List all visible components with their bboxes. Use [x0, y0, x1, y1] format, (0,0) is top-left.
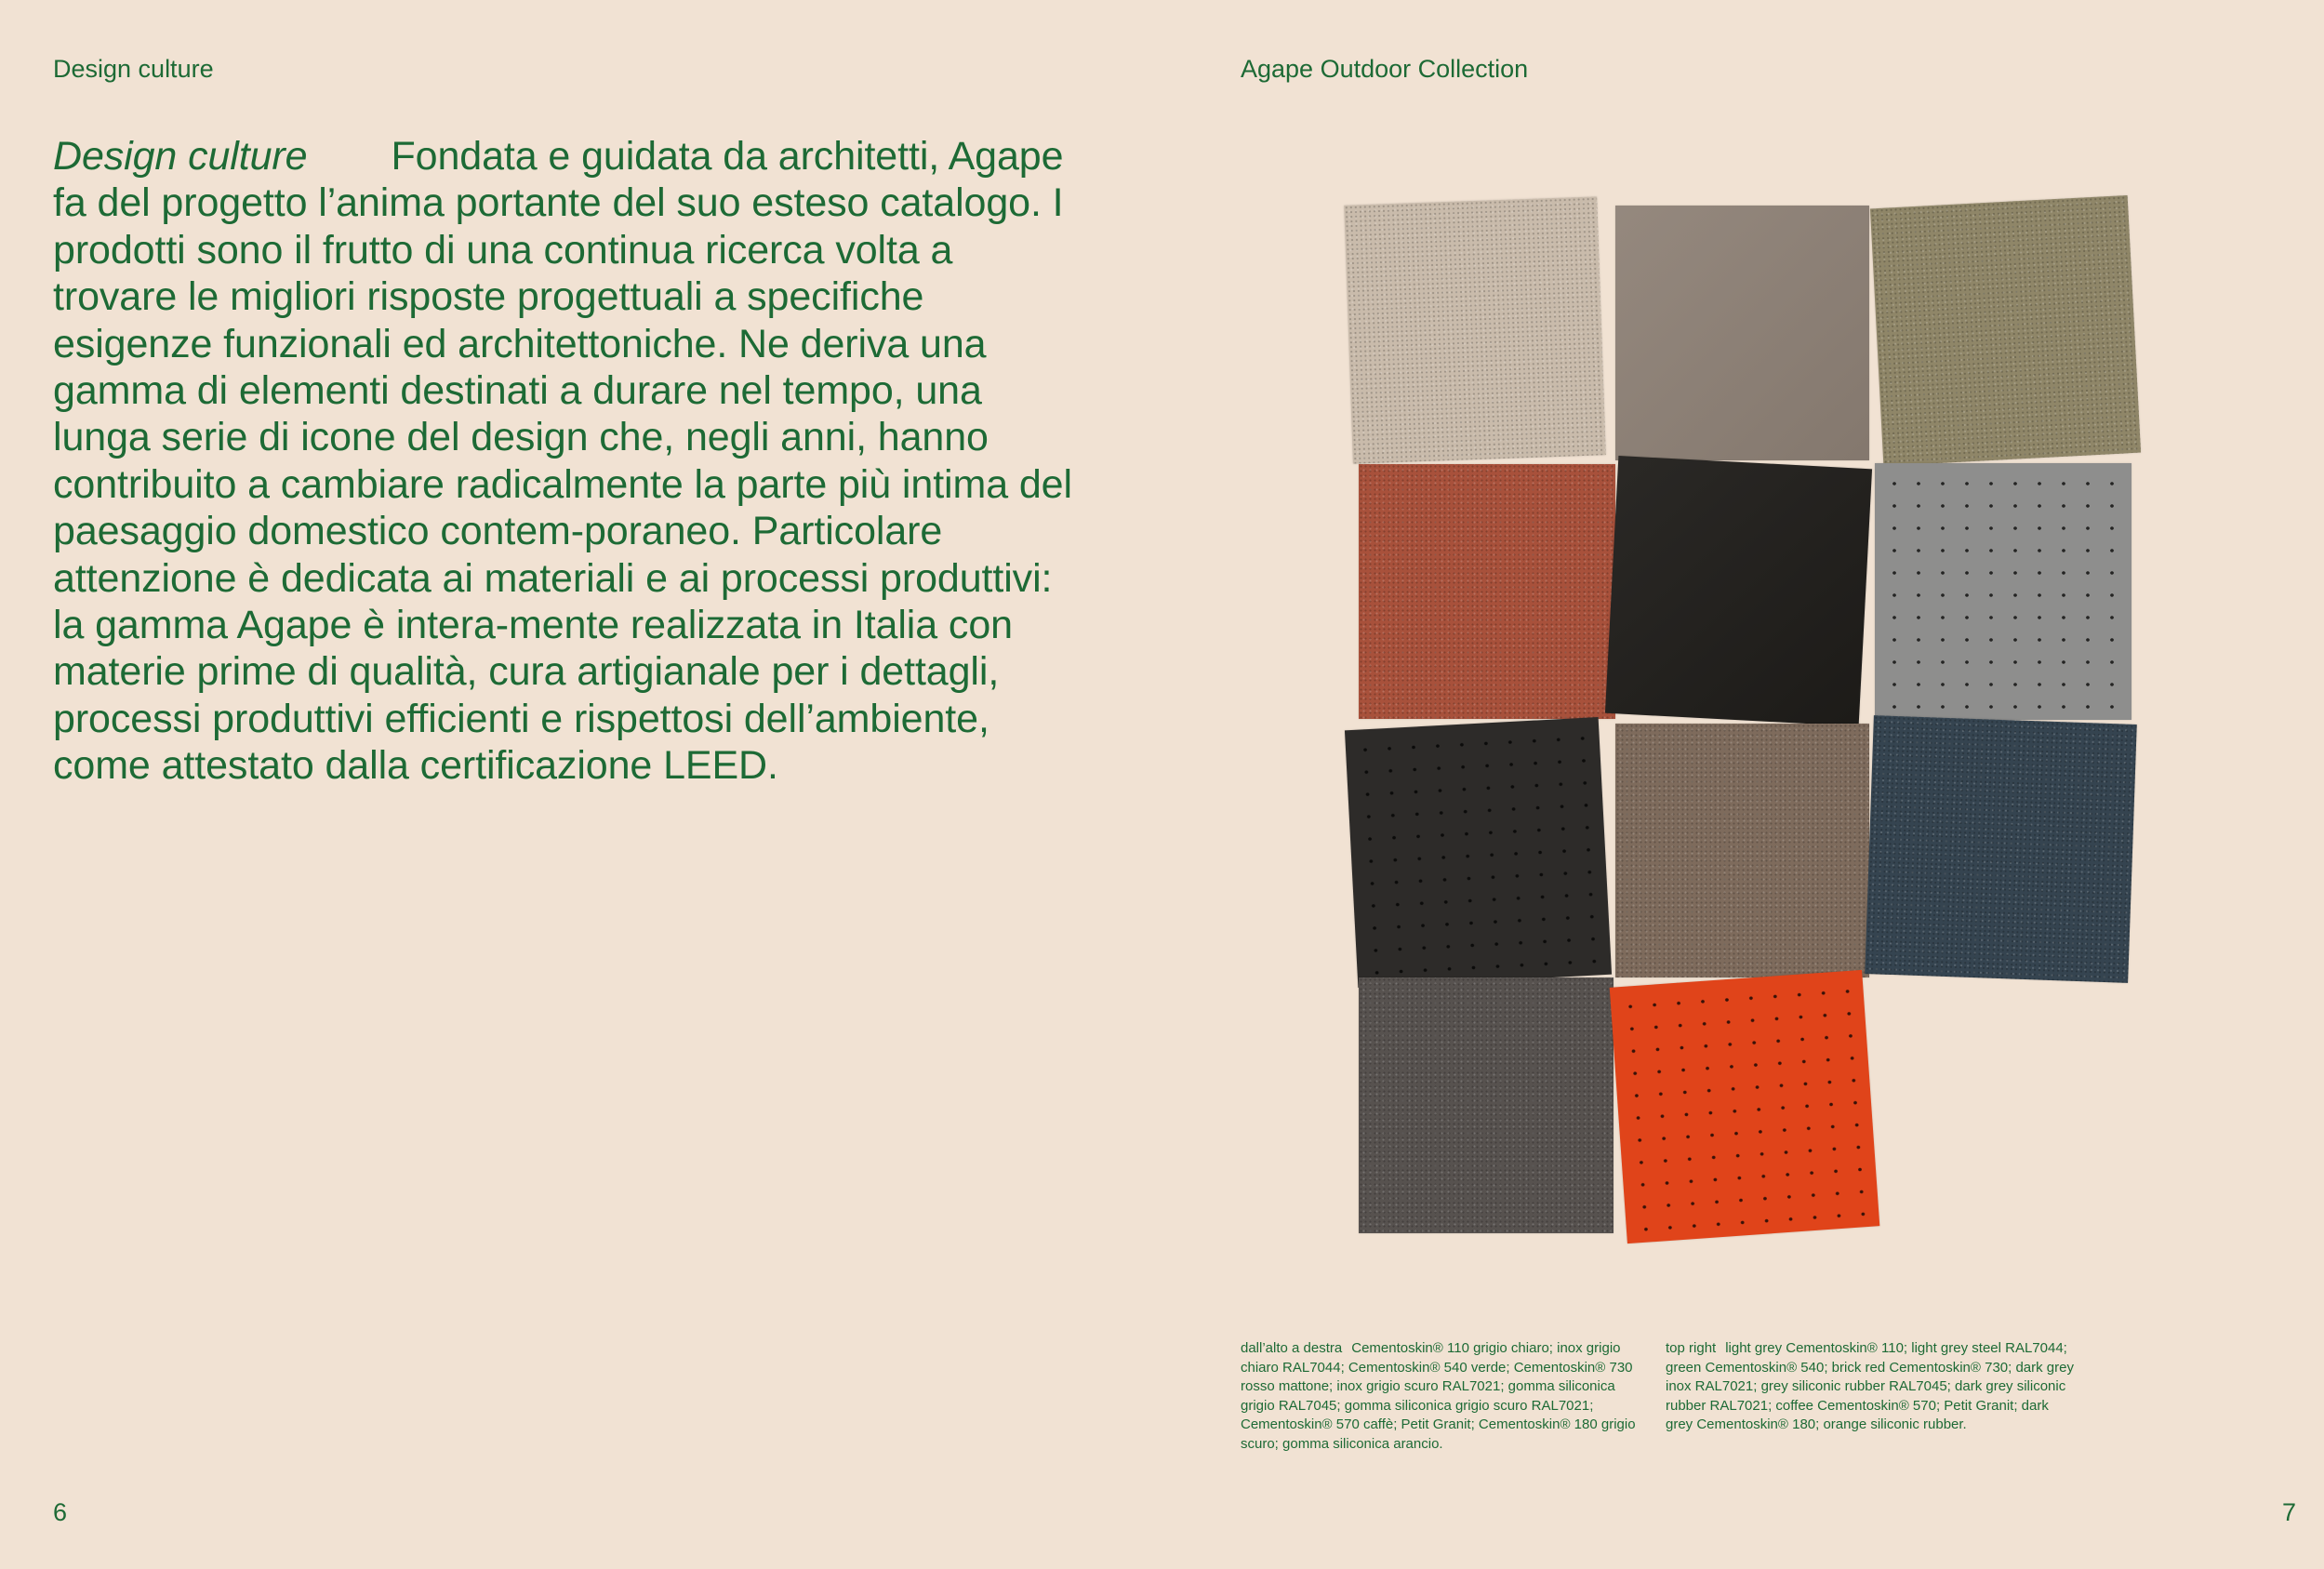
caption-italian-text: Cementoskin® 110 grigio chiaro; inox grigio chiaro RAL7044; Cementoskin® 540 verde; Cementoskin® 730 rosso mattone; inox grigio scuro RAL7021; gomma siliconica grigio RAL7045; gomma siliconica grigio scuro RAL7021; Cementoskin® 570 caffè; Petit Granit; Cementoskin® 180 grigio scuro; gomma siliconica arancio.	[1241, 1340, 1636, 1452]
swatch-dark-grey-inox-ral7021	[1605, 456, 1872, 726]
swatch-dark-grey-siliconic-rubber-ral7021	[1345, 717, 1612, 988]
swatch-green-cementoskin-540	[1870, 195, 2141, 466]
page-number-left: 6	[53, 1498, 68, 1526]
swatch-orange-siliconic-rubber	[1610, 970, 1880, 1243]
intro-paragraph	[53, 133, 1085, 790]
swatch-brick-red-cementoskin-730	[1359, 464, 1615, 719]
caption-italian	[1241, 1339, 1650, 1454]
right-page	[1162, 0, 2324, 1569]
caption-english-label: top right	[1666, 1340, 1717, 1356]
caption-italian-label: dall’alto a destra	[1241, 1340, 1343, 1356]
swatch-grey-siliconic-rubber-ral7045	[1875, 463, 2131, 720]
material-swatch-grid	[1162, 0, 2324, 1302]
caption-english-text: light grey Cementoskin® 110; light grey steel RAL7044; green Cementoskin® 540; brick red Cementoskin® 730; dark grey inox RAL7021; grey siliconic rubber RAL7045; dark grey siliconic rubber RAL7021; coffee Cementoskin® 570; Petit Granit; dark grey Cementoskin® 180; orange siliconic rubber.	[1666, 1340, 2074, 1432]
swatch-light-grey-cementoskin-110	[1344, 196, 1606, 463]
swatch-petit-granit	[1865, 715, 2137, 983]
running-head-left: Design culture	[53, 55, 214, 83]
swatch-coffee-cementoskin-570	[1615, 724, 1869, 977]
swatch-light-grey-steel-ral7044	[1615, 206, 1869, 460]
caption-english	[1666, 1339, 2075, 1435]
swatch-dark-grey-cementoskin-180	[1359, 977, 1614, 1233]
paragraph-body: Fondata e guidata da architetti, Agape fa del progetto l’anima portante del suo esteso catalogo. I prodotti sono il frutto di una continua ricerca volta a trovare le migliori risposte progettuali a specifiche esigenze funzionali ed architettoniche. Ne deriva una gamma di elementi destinati a durare nel tempo, una lunga serie di icone del design che, negli anni, hanno contribuito a cambiare radicalmente la parte più intima del paesaggio domestico contem-poraneo. Particolare attenzione è dedicata ai materiali e ai processi produttivi: la gamma Agape è intera-mente realizzata in Italia con materie prime di qualità, cura artigianale per i dettagli, processi produttivi efficienti e rispettosi dell’ambiente, come attestato dalla certificazione LEED.	[53, 134, 1072, 789]
running-head-right: Agape Outdoor Collection	[1241, 55, 1529, 83]
page-number-right: 7	[2281, 1498, 2296, 1526]
paragraph-lead: Design culture	[53, 134, 308, 179]
